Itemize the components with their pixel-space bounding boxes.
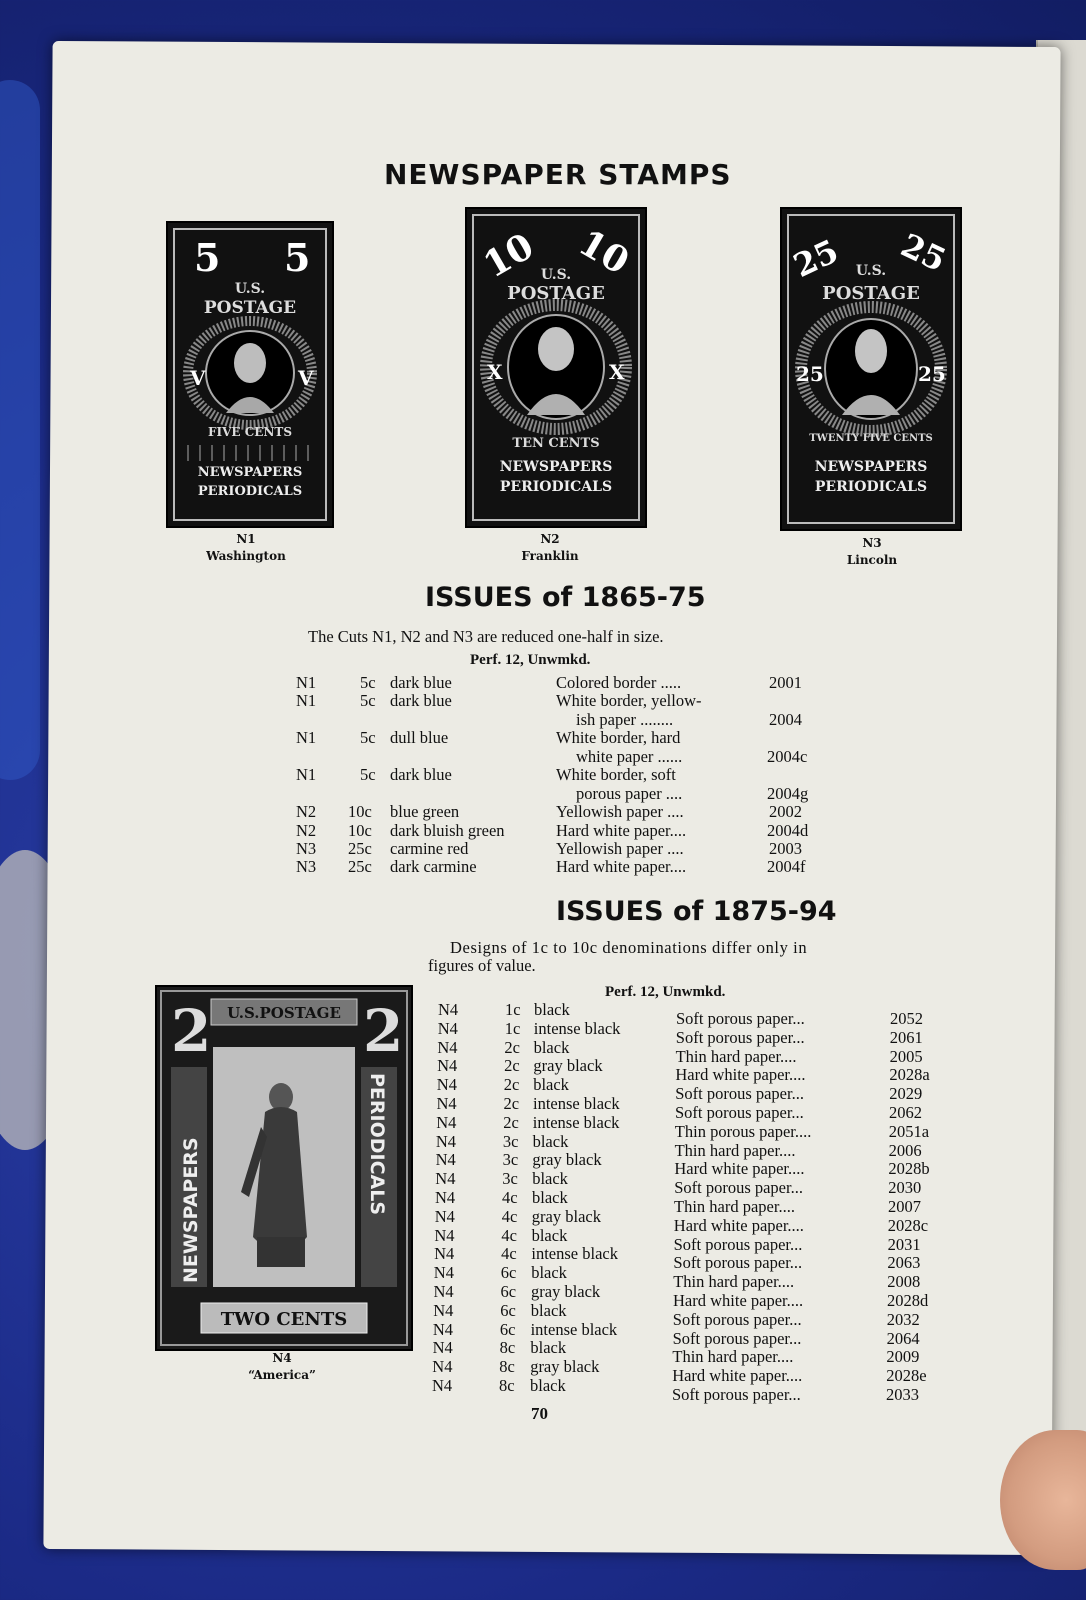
stamp-periodicals: PERIODICALS [499, 479, 613, 495]
description: White border, soft [556, 765, 676, 784]
description: Colored border ..... [556, 673, 682, 692]
stamp-value: 5 [284, 235, 311, 280]
denomination: 8c [499, 1376, 515, 1395]
description: Yellowish paper .... [556, 802, 684, 821]
denomination: 3c [502, 1131, 519, 1151]
stamp-color: dull blue [390, 728, 449, 747]
stamp-color: intense black [533, 1018, 621, 1038]
catalog-number: N4 [433, 1263, 454, 1283]
description: Hard white paper.... [672, 1366, 803, 1386]
catalog-number: N4 [433, 1282, 454, 1301]
scott-number: 2004g [767, 783, 809, 803]
scott-number: 2001 [769, 673, 802, 692]
stamp-color: gray black [533, 1056, 603, 1076]
stamp-color: dark blue [390, 765, 452, 784]
stamp-newspapers: NEWSPAPERS [197, 465, 303, 480]
stamp-bottom-label: TWO CENTS [220, 1309, 348, 1330]
catalog-number: N4 [434, 1206, 455, 1226]
section-note: The Cuts N1, N2 and N3 are reduced one-half in size. [308, 627, 664, 646]
stamp-ornament: 25 [918, 362, 946, 386]
denomination: 1c [505, 1000, 521, 1019]
stamp-name: Lincoln [846, 553, 898, 567]
catalog-number: N4 [435, 1131, 457, 1151]
denomination: 4c [501, 1244, 517, 1264]
stamp-image-n1 [166, 221, 334, 528]
scott-number: 2028e [886, 1366, 927, 1386]
scott-number: 2033 [886, 1385, 919, 1404]
denomination: 3c [502, 1150, 519, 1170]
description: Hard white paper.... [556, 821, 687, 840]
denomination: 1c [504, 1018, 521, 1038]
stamp-color: intense black [532, 1112, 620, 1132]
denomination: 3c [502, 1169, 518, 1189]
stamp-color: dark blue [390, 691, 452, 710]
description: Thin hard paper.... [672, 1347, 794, 1367]
stamp-code: N4 [272, 1351, 292, 1365]
stamp-caption-n2 [500, 531, 600, 565]
catalog-number: N1 [296, 673, 317, 692]
stamp-color: black [530, 1338, 567, 1358]
stamp-left-label: NEWSPAPERS [180, 1137, 202, 1283]
catalog-number: N4 [432, 1338, 453, 1358]
perf-note: Perf. 12, Unwmkd. [605, 984, 726, 1000]
stamp-value: 10 [571, 221, 637, 283]
catalog-number: N4 [437, 1056, 458, 1076]
denomination: 4c [501, 1206, 518, 1226]
description: Soft porous paper... [676, 1009, 805, 1028]
stamp-postage: POSTAGE [203, 298, 297, 318]
page-number: 70 [531, 1404, 548, 1423]
catalog-number: N4 [435, 1169, 456, 1189]
description: porous paper .... [576, 783, 683, 803]
stamp-name: “America” [248, 1368, 316, 1382]
description: Thin porous paper.... [674, 1121, 812, 1141]
stamp-n1-engraving [168, 223, 332, 526]
denomination: 8c [499, 1338, 516, 1358]
scott-number: 2005 [889, 1046, 923, 1066]
denomination: 5c [360, 728, 376, 747]
stamp-color: gray black [531, 1282, 601, 1301]
denomination: 6c [500, 1282, 517, 1301]
stamp-panel: TEN CENTS [512, 436, 600, 451]
denomination: 4c [502, 1188, 518, 1207]
description: Thin hard paper.... [674, 1197, 795, 1216]
scott-number: 2008 [887, 1272, 921, 1292]
stamp-value: 10 [476, 225, 541, 287]
scott-number: 2006 [888, 1140, 922, 1160]
scott-number: 2031 [887, 1234, 921, 1254]
catalog-number: N4 [438, 1000, 459, 1019]
catalog-number: N4 [433, 1300, 454, 1320]
scott-number: 2004d [767, 821, 809, 840]
stamp-us: U.S. [855, 263, 887, 279]
section-heading-1875-94: ISSUES of 1875-94 [556, 896, 837, 927]
description: Soft porous paper... [672, 1385, 801, 1404]
section-heading-1865-75: ISSUES of 1865-75 [425, 582, 706, 613]
perf-note: Perf. 12, Unwmkd. [470, 652, 591, 668]
description: ish paper ........ [576, 709, 674, 729]
stamp-color: black [532, 1188, 568, 1207]
denomination: 2c [504, 1056, 520, 1076]
stamp-newspapers: NEWSPAPERS [814, 459, 928, 475]
section-note-line1: Designs of 1c to 10c denominations differ only in [450, 938, 808, 957]
description: Thin hard paper.... [675, 1046, 797, 1066]
stamp-ornament: V [298, 366, 314, 390]
description: Hard white paper.... [673, 1215, 804, 1235]
scott-number: 2028c [887, 1215, 929, 1235]
catalog-number: N4 [432, 1319, 454, 1339]
stamp-periodicals: PERIODICALS [814, 479, 928, 495]
description: Soft porous paper... [673, 1253, 803, 1273]
stamp-code: N3 [862, 536, 882, 550]
catalog-number: N1 [296, 765, 317, 784]
stamp-newspapers: NEWSPAPERS [499, 459, 613, 475]
scott-number: 2032 [886, 1309, 920, 1329]
stamp-ornament: X [487, 360, 503, 384]
stamp-color: dark bluish green [390, 821, 505, 840]
stamp-value: 2 [171, 997, 212, 1065]
description: Hard white paper.... [675, 1065, 806, 1085]
stamp-caption-n1 [196, 531, 296, 565]
scott-number: 2004 [769, 709, 802, 729]
stamp-us: U.S. [234, 281, 266, 297]
scott-number: 2007 [888, 1197, 921, 1216]
catalog-number: N1 [296, 691, 317, 710]
stamp-value: 5 [194, 235, 221, 280]
description: White border, hard [556, 728, 681, 747]
description: Soft porous paper... [675, 1103, 804, 1122]
denomination: 5c [360, 691, 376, 710]
catalog-number: N4 [436, 1112, 457, 1132]
catalog-number: N4 [437, 1018, 458, 1038]
stamp-name: Washington [206, 549, 286, 563]
stamp-image-n4 [155, 985, 413, 1351]
catalog-number: N4 [434, 1225, 455, 1245]
stamp-caption-n3 [822, 535, 922, 569]
stamp-postage: POSTAGE [507, 283, 605, 304]
scott-number: 2003 [769, 839, 802, 858]
scott-number: 2028a [889, 1065, 930, 1085]
scott-number: 2030 [888, 1178, 922, 1198]
denomination: 2c [503, 1094, 520, 1113]
scott-number: 2061 [889, 1027, 923, 1047]
stamp-color: black [530, 1300, 567, 1320]
description: Soft porous paper... [675, 1084, 804, 1104]
stamp-color: carmine red [390, 839, 469, 858]
stamp-color: black [533, 1075, 569, 1095]
stamp-ornament: 25 [796, 362, 824, 386]
scott-number: 2064 [886, 1328, 920, 1348]
denomination: 8c [499, 1357, 515, 1377]
stamp-value: 2 [363, 997, 404, 1065]
scott-number: 2002 [769, 802, 802, 821]
stamp-name: Franklin [521, 549, 579, 563]
stamp-image-n2 [465, 207, 647, 528]
catalog-number: N4 [435, 1150, 456, 1170]
denomination: 25c [348, 839, 372, 858]
stamp-color: gray black [532, 1150, 602, 1170]
description: White border, yellow- [556, 691, 702, 710]
catalog-number: N3 [296, 839, 317, 858]
description: Hard white paper.... [674, 1159, 805, 1179]
denomination: 10c [348, 802, 372, 821]
stamp-n2-engraving [467, 209, 645, 526]
scott-number: 2004c [767, 746, 808, 766]
catalog-number: N4 [434, 1244, 455, 1264]
stamp-color: black [531, 1225, 568, 1245]
stamp-color: dark carmine [390, 857, 477, 876]
scott-number: 2004f [767, 857, 806, 876]
scott-number: 2028d [887, 1291, 929, 1310]
description: Soft porous paper... [673, 1234, 803, 1254]
description: Soft porous paper... [672, 1309, 802, 1329]
catalog-number: N4 [437, 1037, 458, 1057]
scott-number: 2029 [889, 1084, 923, 1104]
denomination: 5c [360, 673, 376, 692]
catalog-number: N4 [435, 1188, 456, 1207]
stamp-periodicals: PERIODICALS [197, 484, 303, 499]
denomination: 10c [348, 821, 372, 840]
stamp-color: gray black [530, 1357, 600, 1377]
stamp-color: intense black [531, 1244, 618, 1264]
description: Hard white paper.... [673, 1291, 804, 1310]
catalog-number: N4 [432, 1357, 453, 1377]
scott-number: 2062 [889, 1103, 922, 1122]
scott-number: 2028b [888, 1159, 930, 1179]
stamp-color: black [534, 1000, 570, 1019]
denomination: 4c [501, 1225, 517, 1245]
stamp-us: U.S. [540, 267, 572, 283]
stamp-n3-engraving [782, 209, 960, 529]
scott-number: 2051a [888, 1121, 930, 1141]
stamp-code: N2 [540, 532, 560, 546]
stamp-image-n3 [780, 207, 962, 531]
stamp-ornament: X [609, 360, 625, 384]
stamp-right-label: PERIODICALS [366, 1073, 388, 1216]
stamp-caption-n4 [232, 1350, 332, 1384]
stamp-ornament: V [190, 366, 206, 390]
stamp-n4-engraving [157, 987, 411, 1349]
section-note-line2: figures of value. [428, 956, 536, 975]
description: Yellowish paper .... [556, 839, 684, 858]
description: Thin hard paper.... [673, 1272, 795, 1292]
stamp-color: black [533, 1037, 570, 1057]
denomination: 2c [503, 1075, 520, 1095]
description: Hard white paper.... [556, 857, 687, 876]
denomination: 6c [499, 1319, 516, 1339]
catalog-number: N4 [436, 1094, 457, 1113]
denomination: 2c [504, 1037, 520, 1057]
denomination: 6c [500, 1300, 516, 1320]
catalog-number: N2 [296, 802, 317, 821]
stamp-panel: FIVE CENTS [207, 425, 293, 439]
stamp-color: black [530, 1376, 566, 1395]
stamp-panel: TWENTY FIVE CENTS [809, 433, 933, 444]
denomination: 5c [360, 765, 376, 784]
stamp-color: blue green [390, 802, 460, 821]
stamp-color: black [531, 1263, 567, 1283]
scott-number: 2052 [890, 1009, 923, 1028]
carpet-pattern [0, 80, 40, 780]
stamp-color: gray black [531, 1206, 601, 1226]
stamp-color: dark blue [390, 673, 452, 692]
catalog-number: N4 [436, 1075, 457, 1095]
catalog-number: N4 [432, 1376, 453, 1395]
description: Soft porous paper... [675, 1027, 805, 1047]
description: Soft porous paper... [672, 1328, 802, 1348]
denomination: 6c [500, 1263, 517, 1283]
stamp-top-label: U.S.POSTAGE [227, 1004, 341, 1022]
stamp-code: N1 [236, 532, 256, 546]
scott-number: 2063 [887, 1253, 921, 1273]
page-title: NEWSPAPER STAMPS [384, 158, 732, 191]
denomination: 25c [348, 857, 372, 876]
stamp-color: black [532, 1169, 568, 1189]
description: white paper ...... [576, 746, 683, 766]
stamp-color: black [532, 1131, 569, 1151]
stamp-color: intense black [530, 1319, 618, 1339]
catalog-number: N3 [296, 857, 317, 876]
stamp-value: 25 [787, 231, 845, 286]
catalog-number: N2 [296, 821, 317, 840]
scott-number: 2009 [886, 1347, 920, 1367]
denomination: 2c [503, 1112, 519, 1132]
stamp-postage: POSTAGE [822, 283, 920, 304]
stamp-color: intense black [533, 1094, 620, 1113]
description: Soft porous paper... [674, 1178, 803, 1198]
description: Thin hard paper.... [674, 1140, 796, 1160]
stamp-value: 25 [895, 225, 952, 280]
catalog-number: N1 [296, 728, 317, 747]
